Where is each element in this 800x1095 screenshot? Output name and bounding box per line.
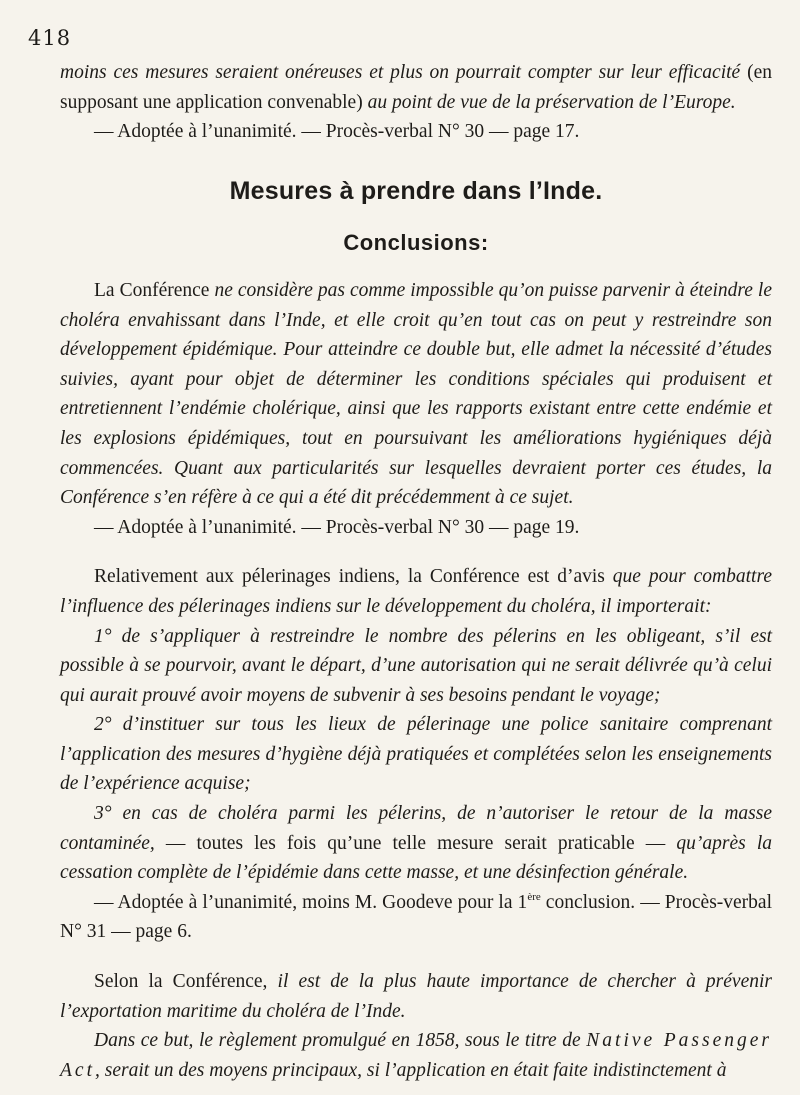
list-item-3: 3° en cas de choléra parmi les pélerins, de n’autoriser le retour de la masse contaminée, — toutes les fois qu’une telle mesure serait praticable — qu’après la cessation complète de l’épidémie dans cette masse, et une désinfection générale. xyxy=(60,803,772,884)
paragraph-continuation: moins ces mesures seraient onéreuses et plus on pourrait compter sur leur efficacité (en supposant une application convenable) au point de vue de la préservation de l’Europe. xyxy=(60,62,772,113)
adoption-note-3: — Adoptée à l’unanimité, moins M. Goodeve pour la 1ère conclusion. — Procès-verbal N° 31 — page 6. xyxy=(60,890,772,943)
section-title: Mesures à prendre dans l’Inde. xyxy=(229,176,603,205)
paragraph-exportation: Selon la Conférence, il est de la plus haute importance de chercher à prévenir l’exportation maritime du choléra de l’Inde. xyxy=(60,971,772,1022)
section-subtitle: Conclusions: xyxy=(343,230,489,256)
page-number: 418 xyxy=(28,26,72,50)
list-item-1: 1° de s’appliquer à restreindre le nombre des pélerins en les obligeant, s’il est possible à se pourvoir, avant le départ, d’une autorisation qui ne serait délivrée qu’à celui qui aurait prouvé avoir moyens de subvenir à ses besoins pendant le voyage; xyxy=(60,625,772,706)
page-body xyxy=(60,58,772,1085)
list-item-2: 2° d’instituer sur tous les lieux de pélerinage une police sanitaire comprenant l’application des mesures d’hygiène déjà pratiquées et complétées selon les enseignements de l’expérience acquise; xyxy=(60,714,772,795)
adoption-note-1: — Adoptée à l’unanimité. — Procès-verbal N° 30 — page 17. xyxy=(94,121,580,143)
adoption-note-2: — Adoptée à l’unanimité. — Procès-verbal N° 30 — page 19. xyxy=(94,516,580,538)
paragraph-pelerinages: Relativement aux pélerinages indiens, la Conférence est d’avis que pour combattre l’influence des pélerinages indiens sur le développement du choléra, il importerait: xyxy=(60,566,772,617)
paragraph-conference: La Conférence ne considère pas comme impossible qu’on puisse parvenir à éteindre le choléra envahissant dans l’Inde, et elle croit qu’en tout cas on peut y restreindre son développement épidémique. Pour atteindre ce double but, elle admet la nécessité d’études suivies, ayant pour objet de déterminer les conditions spéciales qui produisent et entretiennent l’endémie cholérique, ainsi que les rapports existant entre cette endémie et les explosions épidémiques, tout en poursuivant les améliorations hygiéniques déjà commencées. Quant aux particularités sur lesquelles devraient porter ces études, la Conférence s’en réfère à ce qui a été dit précédemment à ce sujet. xyxy=(60,279,773,509)
paragraph-native-passenger-act: Dans ce but, le règlement promulgué en 1858, sous le titre de Native Passenger Act, serait un des moyens principaux, si l’application en était faite indistinctement à xyxy=(60,1030,773,1081)
